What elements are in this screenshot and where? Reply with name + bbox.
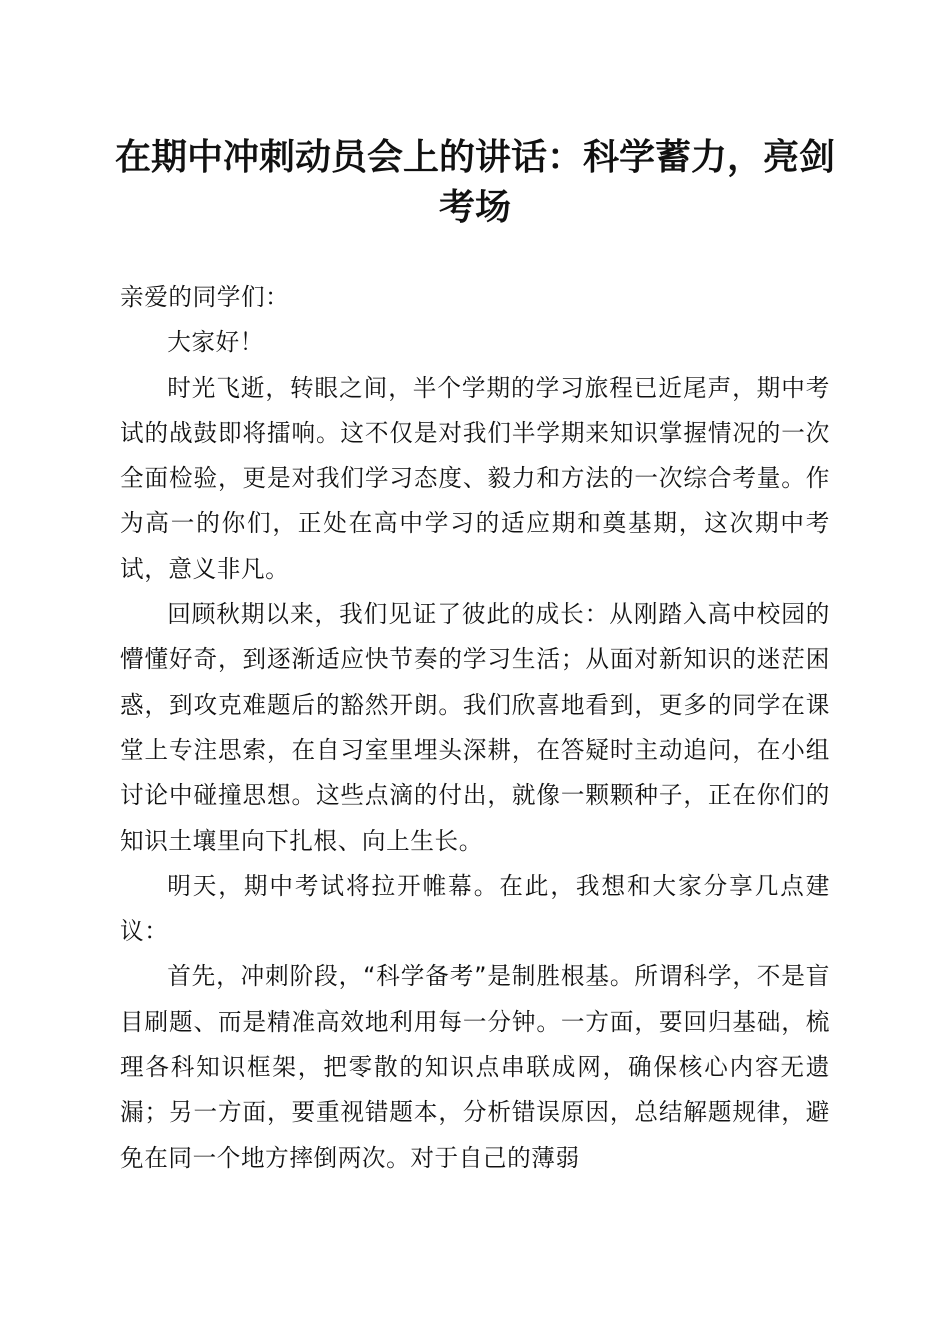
greeting: 大家好！ [167, 328, 264, 357]
paragraph: 明天，期中考试将拉开帷幕。在此，我想和大家分享几点建议： [120, 871, 830, 946]
paragraph: 时光飞逝，转眼之间，半个学期的学习旅程已近尾声，期中考试的战鼓即将擂响。这不仅是对我们半学期来知识掌握情况的一次全面检验，更是对我们学习态度、毅力和方法的一次综合考量。作为高一的你们，正处在高中学习的适应期和奠基期，这次期中考试，意义非凡。 [120, 373, 830, 583]
paragraph: 回顾秋期以来，我们见证了彼此的成长：从刚踏入高中校园的懵懂好奇，到逐渐适应快节奏的学习生活；从面对新知识的迷茫困惑，到攻克难题后的豁然开朗。我们欣喜地看到，更多的同学在课堂上专注思索，在自习室里埋头深耕，在答疑时主动追问，在小组讨论中碰撞思想。这些点滴的付出，就像一颗颗种子，正在你们的知识土壤里向下扎根、向上生长。 [120, 600, 830, 855]
paragraph: 首先，冲刺阶段，“科学备考”是制胜根基。所谓科学，不是盲目刷题、而是精准高效地利用每一分钟。一方面，要回归基础，梳理各科知识框架，把零散的知识点串联成网，确保核心内容无遗漏；另一方面，要重视错题本，分析错误原因，总结解题规律，避免在同一个地方摔倒两次。对于自己的薄弱 [120, 962, 830, 1172]
document-body [120, 275, 830, 1181]
document-title: 在期中冲刺动员会上的讲话：科学蓄力，亮剑考场 [114, 136, 835, 228]
salutation: 亲爱的同学们： [120, 283, 290, 311]
